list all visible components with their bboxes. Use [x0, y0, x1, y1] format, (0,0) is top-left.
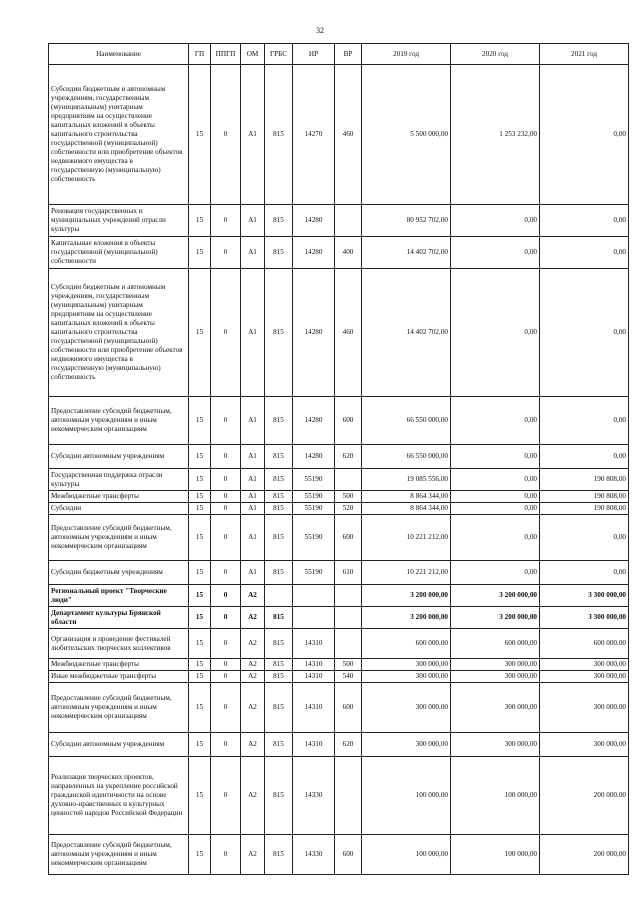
- cell-2021: 190 808,00: [540, 469, 629, 491]
- table-row: [49, 607, 629, 629]
- cell-nr: 14310: [293, 629, 335, 659]
- table-body: [49, 65, 629, 875]
- cell-gp: 15: [189, 515, 211, 561]
- cell-om: А1: [241, 269, 265, 397]
- cell-gp: 15: [189, 65, 211, 205]
- cell-2019: 100 000,00: [362, 757, 451, 835]
- cell-nr: 14280: [293, 397, 335, 445]
- cell-pgp: 0: [211, 205, 241, 237]
- cell-nr: 55190: [293, 515, 335, 561]
- cell-name: Капитальные вложения в объекты государственной (муниципальной) собственности: [49, 237, 189, 269]
- cell-grbs: 815: [265, 757, 293, 835]
- cell-2020: 1 253 232,00: [451, 65, 540, 205]
- cell-2020: 3 200 000,00: [451, 607, 540, 629]
- cell-om: А1: [241, 237, 265, 269]
- cell-name: Субсидии автономным учреждениям: [49, 733, 189, 757]
- cell-om: А2: [241, 585, 265, 607]
- cell-pgp: 0: [211, 445, 241, 469]
- cell-gp: 15: [189, 469, 211, 491]
- cell-nr: 14280: [293, 269, 335, 397]
- cell-grbs: 815: [265, 515, 293, 561]
- cell-gp: 15: [189, 397, 211, 445]
- cell-pgp: 0: [211, 607, 241, 629]
- cell-grbs: 815: [265, 237, 293, 269]
- cell-vr: 460: [335, 65, 362, 205]
- cell-om: А2: [241, 733, 265, 757]
- cell-gp: 15: [189, 659, 211, 671]
- cell-vr: [335, 629, 362, 659]
- cell-2020: 100 000,00: [451, 835, 540, 875]
- cell-name: Межбюджетные трансферты: [49, 659, 189, 671]
- cell-2020: 300 000,00: [451, 683, 540, 733]
- cell-2021: 0,00: [540, 65, 629, 205]
- cell-vr: 540: [335, 671, 362, 683]
- cell-2021: 0,00: [540, 205, 629, 237]
- cell-name: Предоставление субсидий бюджетным, автономным учреждениям и иным некоммерческим организациям: [49, 683, 189, 733]
- cell-2020: 3 200 000,00: [451, 585, 540, 607]
- col-header-om: ОМ: [241, 44, 265, 65]
- cell-grbs: 815: [265, 205, 293, 237]
- table-row: [49, 515, 629, 561]
- cell-grbs: 815: [265, 491, 293, 503]
- cell-gp: 15: [189, 733, 211, 757]
- cell-name: Субсидии: [49, 503, 189, 515]
- cell-vr: 600: [335, 835, 362, 875]
- cell-2021: 190 808,00: [540, 491, 629, 503]
- table-header-row: [49, 44, 629, 65]
- col-header-2020: 2020 год: [451, 44, 540, 65]
- cell-name: Субсидии автономным учреждениям: [49, 445, 189, 469]
- budget-table: [48, 43, 629, 875]
- cell-name: Реновация государственных и муниципальных учреждений отрасли культуры: [49, 205, 189, 237]
- cell-vr: 500: [335, 659, 362, 671]
- table-row: [49, 397, 629, 445]
- cell-vr: 620: [335, 445, 362, 469]
- cell-pgp: 0: [211, 629, 241, 659]
- table-row: [49, 269, 629, 397]
- cell-vr: 500: [335, 491, 362, 503]
- table-row: [49, 237, 629, 269]
- cell-2019: 10 221 212,00: [362, 561, 451, 585]
- cell-name: Предоставление субсидий бюджетным, автономным учреждениям и иным некоммерческим организациям: [49, 515, 189, 561]
- cell-vr: [335, 757, 362, 835]
- table-row: [49, 469, 629, 491]
- cell-2019: 3 200 000,00: [362, 607, 451, 629]
- cell-2020: 300 000,00: [451, 671, 540, 683]
- cell-2019: 100 000,00: [362, 835, 451, 875]
- cell-nr: 14280: [293, 445, 335, 469]
- cell-pgp: 0: [211, 757, 241, 835]
- cell-name: Реализация творческих проектов, направленных на укрепление российской гражданской идентичности на основе духовно-нравственных и культурных ценностей народов Российской Федерации: [49, 757, 189, 835]
- col-header-vr: ВР: [335, 44, 362, 65]
- cell-gp: 15: [189, 835, 211, 875]
- cell-grbs: 815: [265, 561, 293, 585]
- cell-vr: 600: [335, 683, 362, 733]
- cell-2021: 600 000,00: [540, 629, 629, 659]
- col-header-nr: НР: [293, 44, 335, 65]
- cell-name: Субсидии бюджетным и автономным учреждениям, государственным (муниципальным) унитарным предприятиям на осуществление капитальных вложений в объекты капитального строительства государственной (муниципальной) собственности или приобретение объектов недвижимого имущества в государственную (муниципальную) собственность: [49, 65, 189, 205]
- cell-nr: 14280: [293, 205, 335, 237]
- cell-2019: 300 000,00: [362, 683, 451, 733]
- cell-nr: 14310: [293, 733, 335, 757]
- table-row: [49, 205, 629, 237]
- cell-nr: 55190: [293, 503, 335, 515]
- cell-om: А1: [241, 397, 265, 445]
- cell-vr: 600: [335, 515, 362, 561]
- col-header-grbs: ГРБС: [265, 44, 293, 65]
- cell-2021: 0,00: [540, 269, 629, 397]
- cell-name: Субсидии бюджетным учреждениям: [49, 561, 189, 585]
- cell-2020: 0,00: [451, 397, 540, 445]
- cell-pgp: 0: [211, 683, 241, 733]
- cell-2020: 0,00: [451, 491, 540, 503]
- table-row: [49, 491, 629, 503]
- cell-pgp: 0: [211, 733, 241, 757]
- cell-grbs: 815: [265, 835, 293, 875]
- table-row: [49, 659, 629, 671]
- cell-om: А2: [241, 671, 265, 683]
- cell-2019: 8 864 344,00: [362, 503, 451, 515]
- cell-vr: [335, 607, 362, 629]
- cell-om: А2: [241, 629, 265, 659]
- cell-2020: 300 000,00: [451, 659, 540, 671]
- cell-2020: 0,00: [451, 205, 540, 237]
- cell-om: А2: [241, 683, 265, 733]
- cell-name: Департамент культуры Брянской области: [49, 607, 189, 629]
- cell-2019: 80 952 702,00: [362, 205, 451, 237]
- page-number: 32: [316, 26, 324, 35]
- cell-gp: 15: [189, 629, 211, 659]
- cell-pgp: 0: [211, 503, 241, 515]
- cell-nr: 14280: [293, 237, 335, 269]
- cell-om: А1: [241, 515, 265, 561]
- table-row: [49, 445, 629, 469]
- cell-nr: 14310: [293, 671, 335, 683]
- cell-om: А2: [241, 835, 265, 875]
- cell-nr: 14330: [293, 835, 335, 875]
- cell-name: Региональный проект "Творческие люди": [49, 585, 189, 607]
- cell-2019: 10 221 212,00: [362, 515, 451, 561]
- cell-grbs: [265, 585, 293, 607]
- cell-om: А1: [241, 65, 265, 205]
- cell-2020: 100 000,00: [451, 757, 540, 835]
- cell-nr: 55190: [293, 491, 335, 503]
- cell-2019: 600 000,00: [362, 629, 451, 659]
- cell-2019: 14 402 702,00: [362, 237, 451, 269]
- cell-om: А2: [241, 659, 265, 671]
- cell-om: А1: [241, 503, 265, 515]
- cell-nr: 55190: [293, 561, 335, 585]
- cell-pgp: 0: [211, 585, 241, 607]
- cell-om: А1: [241, 445, 265, 469]
- cell-2019: 300 000,00: [362, 671, 451, 683]
- cell-2020: 600 000,00: [451, 629, 540, 659]
- col-header-pgp: ППГП: [211, 44, 241, 65]
- cell-pgp: 0: [211, 65, 241, 205]
- cell-pgp: 0: [211, 491, 241, 503]
- cell-gp: 15: [189, 269, 211, 397]
- cell-2019: 300 000,00: [362, 659, 451, 671]
- cell-2019: 19 085 556,00: [362, 469, 451, 491]
- cell-nr: 14270: [293, 65, 335, 205]
- cell-pgp: 0: [211, 237, 241, 269]
- table-row: [49, 629, 629, 659]
- cell-name: Организация и проведение фестивалей любительских творческих коллективов: [49, 629, 189, 659]
- cell-name: Государственная поддержка отрасли культуры: [49, 469, 189, 491]
- cell-om: А1: [241, 469, 265, 491]
- table-row: [49, 503, 629, 515]
- cell-vr: 600: [335, 397, 362, 445]
- cell-gp: 15: [189, 607, 211, 629]
- cell-gp: 15: [189, 503, 211, 515]
- cell-2021: 0,00: [540, 561, 629, 585]
- cell-grbs: 815: [265, 683, 293, 733]
- cell-pgp: 0: [211, 469, 241, 491]
- cell-2020: 0,00: [451, 469, 540, 491]
- col-header-2019: 2019 год: [362, 44, 451, 65]
- cell-vr: 400: [335, 237, 362, 269]
- cell-2020: 0,00: [451, 445, 540, 469]
- cell-grbs: 815: [265, 733, 293, 757]
- cell-vr: 620: [335, 733, 362, 757]
- table-row: [49, 757, 629, 835]
- cell-grbs: 815: [265, 629, 293, 659]
- cell-vr: 610: [335, 561, 362, 585]
- table-row: [49, 671, 629, 683]
- cell-grbs: 815: [265, 269, 293, 397]
- cell-2021: 0,00: [540, 445, 629, 469]
- cell-gp: 15: [189, 205, 211, 237]
- cell-nr: 14310: [293, 683, 335, 733]
- cell-grbs: 815: [265, 445, 293, 469]
- cell-2019: 5 500 000,00: [362, 65, 451, 205]
- cell-2021: 300 000,00: [540, 671, 629, 683]
- cell-gp: 15: [189, 237, 211, 269]
- cell-pgp: 0: [211, 671, 241, 683]
- cell-gp: 15: [189, 585, 211, 607]
- cell-2020: 300 000,00: [451, 733, 540, 757]
- cell-grbs: 815: [265, 659, 293, 671]
- cell-name: Субсидии бюджетным и автономным учреждениям, государственным (муниципальным) унитарным предприятиям на осуществление капитальных вложений в объекты капитального строительства государственной (муниципальной) собственности или приобретение объектов недвижимого имущества в государственную (муниципальную) собственность: [49, 269, 189, 397]
- cell-gp: 15: [189, 491, 211, 503]
- cell-grbs: 815: [265, 469, 293, 491]
- cell-om: А1: [241, 561, 265, 585]
- col-header-name: Наименование: [49, 44, 189, 65]
- cell-2019: 66 550 000,00: [362, 397, 451, 445]
- cell-nr: [293, 607, 335, 629]
- cell-nr: 14310: [293, 659, 335, 671]
- cell-pgp: 0: [211, 269, 241, 397]
- cell-2020: 0,00: [451, 561, 540, 585]
- cell-2021: 200 000,00: [540, 757, 629, 835]
- col-header-gp: ГП: [189, 44, 211, 65]
- cell-2019: 8 864 344,00: [362, 491, 451, 503]
- cell-2020: 0,00: [451, 503, 540, 515]
- cell-pgp: 0: [211, 835, 241, 875]
- col-header-2021: 2021 год: [540, 44, 629, 65]
- cell-nr: [293, 585, 335, 607]
- cell-2021: 3 300 000,00: [540, 585, 629, 607]
- table-row: [49, 683, 629, 733]
- cell-gp: 15: [189, 683, 211, 733]
- cell-pgp: 0: [211, 561, 241, 585]
- cell-2021: 300 000,00: [540, 659, 629, 671]
- cell-grbs: 815: [265, 607, 293, 629]
- cell-2021: 0,00: [540, 237, 629, 269]
- cell-name: Иные межбюджетные трансферты: [49, 671, 189, 683]
- cell-gp: 15: [189, 445, 211, 469]
- cell-2019: 300 000,00: [362, 733, 451, 757]
- cell-om: А2: [241, 607, 265, 629]
- cell-grbs: 815: [265, 503, 293, 515]
- cell-pgp: 0: [211, 397, 241, 445]
- table-row: [49, 835, 629, 875]
- cell-pgp: 0: [211, 659, 241, 671]
- table-row: [49, 733, 629, 757]
- cell-grbs: 815: [265, 671, 293, 683]
- cell-2019: 66 550 000,00: [362, 445, 451, 469]
- table-row: [49, 585, 629, 607]
- cell-vr: [335, 205, 362, 237]
- cell-2021: 0,00: [540, 397, 629, 445]
- cell-vr: 460: [335, 269, 362, 397]
- cell-2019: 3 200 000,00: [362, 585, 451, 607]
- cell-nr: 14330: [293, 757, 335, 835]
- cell-om: А1: [241, 205, 265, 237]
- cell-2020: 0,00: [451, 237, 540, 269]
- cell-gp: 15: [189, 561, 211, 585]
- cell-nr: 55190: [293, 469, 335, 491]
- cell-om: А1: [241, 491, 265, 503]
- cell-vr: 520: [335, 503, 362, 515]
- cell-2021: 300 000,00: [540, 733, 629, 757]
- table-row: [49, 561, 629, 585]
- cell-name: Межбюджетные трансферты: [49, 491, 189, 503]
- cell-name: Предоставление субсидий бюджетным, автономным учреждениям и иным некоммерческим организациям: [49, 397, 189, 445]
- cell-2020: 0,00: [451, 515, 540, 561]
- cell-2021: 300 000,00: [540, 683, 629, 733]
- cell-grbs: 815: [265, 65, 293, 205]
- cell-2019: 14 402 702,00: [362, 269, 451, 397]
- cell-2021: 0,00: [540, 515, 629, 561]
- cell-2021: 190 808,00: [540, 503, 629, 515]
- cell-2021: 200 000,00: [540, 835, 629, 875]
- cell-vr: [335, 585, 362, 607]
- cell-grbs: 815: [265, 397, 293, 445]
- cell-gp: 15: [189, 757, 211, 835]
- cell-pgp: 0: [211, 515, 241, 561]
- cell-2020: 0,00: [451, 269, 540, 397]
- cell-vr: [335, 469, 362, 491]
- cell-2021: 3 300 000,00: [540, 607, 629, 629]
- cell-gp: 15: [189, 671, 211, 683]
- cell-om: А2: [241, 757, 265, 835]
- table-row: [49, 65, 629, 205]
- cell-name: Предоставление субсидий бюджетным, автономным учреждениям и иным некоммерческим организациям: [49, 835, 189, 875]
